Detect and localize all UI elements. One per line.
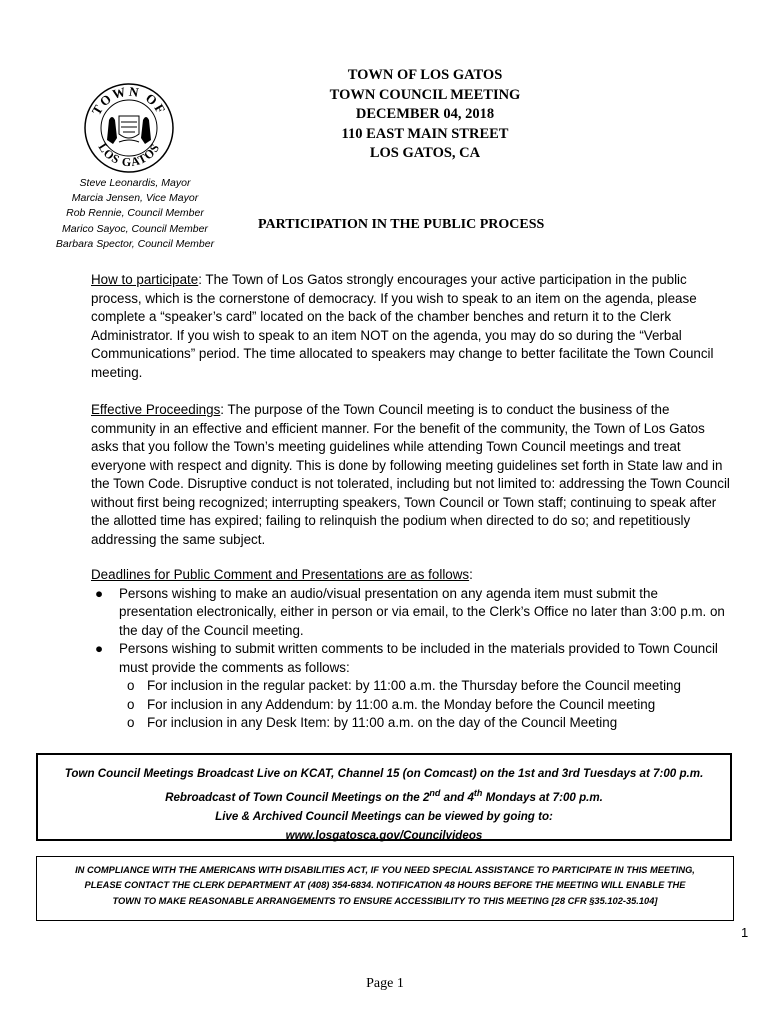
ada-line: TOWN TO MAKE REASONABLE ARRANGEMENTS TO ENSURE ACCESSIBILITY TO THIS MEETING [28 CFR §35.102-35.104] [112,895,658,906]
header-address: 110 EAST MAIN STREET [341,125,509,142]
header-meeting-type: TOWN COUNCIL MEETING [329,86,521,103]
svg-text:TOWN OF: TOWN OF [88,83,170,118]
bullet-icon: ● [95,641,104,656]
list-item [91,640,731,677]
sub-list-item [91,714,731,733]
council-member: Marico Sayoc, Council Member [62,222,208,235]
bullet-text: Persons wishing to make an audio/visual presentation on any agenda item must submit the presentation electronically, either in person or via email, to the Clerk’s Office no later than 3:00 p.m. on the day of the Council meeting. [119,585,725,638]
council-member: Rob Rennie, Council Member [66,207,204,220]
sub-bullet-text: For inclusion in any Desk Item: by 11:00 a.m. on the day of the Council Meeting [147,715,618,730]
bullet-text: Persons wishing to submit written comments to be included in the materials provided to Town Council must provide the comments as follows: [119,641,718,675]
deadlines-heading: Deadlines for Public Comment and Presentations are as follows [91,567,470,582]
header-date: DECEMBER 04, 2018 [355,106,495,122]
section-title: PARTICIPATION IN THE PUBLIC PROCESS [258,217,545,232]
council-members-list [40,176,230,252]
effective-text: : The purpose of the Town Council meeting is to conduct the business of the community in an effective and efficient manner. For the benefit of the community, the Town of Los Gatos asks that you follow the Town’s meeting guidelines while attending Town Council meetings and treat everyone with respect and dignity. This is done by following meeting guidelines set forth in State law and in the Town Code. Disruptive conduct is not tolerated, including but not limited to: addressing the Town Council without first being recognized; interrupting speakers, Town Council or Town staff; continuing to speak after the allotted time has expired; failing to relinquish the podium when directed to do so; and repetitiously addressing the same subject. [91,402,730,547]
circle-bullet-icon: o [127,696,135,712]
circle-bullet-icon: o [127,715,135,730]
council-member: Barbara Spector, Council Member [55,237,215,250]
deadlines-colon: : [469,567,473,582]
sub-bullet-text: For inclusion in any Addendum: by 11:00 a.m. the Monday before the Council meeting [147,696,656,712]
meeting-header [280,66,570,164]
circle-bullet-icon: o [127,678,135,693]
broadcast-rebroadcast: Rebroadcast of Town Council Meetings on the 2nd and 4th Mondays at 7:00 p.m. [165,787,603,804]
ada-line: PLEASE CONTACT THE CLERK DEPARTMENT AT (408) 354-6834. NOTIFICATION 48 HOURS BEFORE THE MEETING WILL ENABLE THE [84,880,686,891]
header-town: TOWN OF LOS GATOS [347,67,503,83]
deadlines-section [91,566,731,733]
broadcast-archive: Live & Archived Council Meetings can be viewed by going to: [215,809,553,823]
header-city: LOS GATOS, CA [369,145,481,161]
page-footer: Page 1 [366,976,404,991]
how-to-participate-paragraph [91,271,731,382]
broadcast-info-box [36,753,732,841]
ada-line: IN COMPLIANCE WITH THE AMERICANS WITH DISABILITIES ACT, IF YOU NEED SPECIAL ASSISTANCE TO PARTICIPATE IN THIS MEETING, [75,865,695,875]
effective-proceedings-paragraph [91,401,731,549]
council-member: Marcia Jensen, Vice Mayor [71,192,199,205]
ada-notice-box [36,856,734,921]
sub-list-item [91,677,731,696]
broadcast-live: Town Council Meetings Broadcast Live on KCAT, Channel 15 (on Comcast) on the 1st and 3rd Tuesdays at 7:00 p.m. [64,767,704,780]
bullet-icon: ● [95,585,104,601]
council-videos-link[interactable]: www.losgatosca.gov/Councilvideos [285,829,483,843]
how-text: : The Town of Los Gatos strongly encourages your active participation in the public process, which is the cornerstone of democracy. If you wish to speak to an item on the agenda, please complete a “speaker’s card” located on the back of the chamber benches and return it to the Clerk Administrator. If you wish to speak to an item NOT on the agenda, you may do so during the “Verbal Communications” period. The time allocated to speakers may change to better facilitate the Town Council meeting. [91,272,714,380]
effective-heading: Effective Proceedings [91,402,221,417]
svg-text:LOS GATOS: LOS GATOS [95,140,163,170]
sub-list-item [91,696,731,715]
page-number: 1 [741,925,749,940]
council-member: Steve Leonardis, Mayor [79,177,191,189]
sub-bullet-text: For inclusion in the regular packet: by 11:00 a.m. the Thursday before the Council meeting [147,678,681,693]
town-seal-logo [83,82,175,174]
list-item [91,585,731,641]
how-heading: How to participate [91,272,199,287]
